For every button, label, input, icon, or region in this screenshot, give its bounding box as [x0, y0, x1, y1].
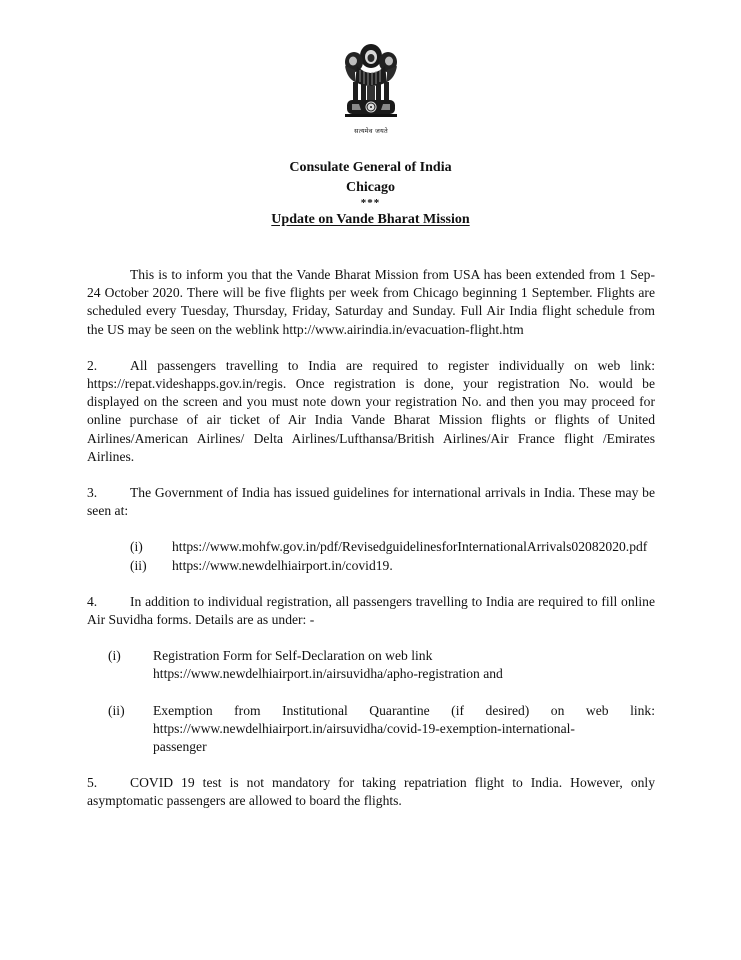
- guidelines-link[interactable]: https://www.mohfw.gov.in/pdf/RevisedguidelinesforInternationalArrivals02082020.pdf: [172, 539, 648, 555]
- list-item: [87, 557, 655, 575]
- paragraph-text: In addition to individual registration, all passengers travelling to India are required to fill online Air Suvidha forms. Details are as under: -: [87, 593, 655, 628]
- list-item: [87, 647, 655, 683]
- air-suvidha-form-list: [87, 647, 655, 756]
- exemption-link-continued[interactable]: passenger: [153, 739, 207, 755]
- guidelines-link-list: [87, 538, 655, 574]
- organization-name: Consulate General of India: [289, 160, 452, 175]
- paragraph-text: The Government of India has issued guidelines for international arrivals in India. These may be seen at:: [87, 485, 655, 519]
- paragraph-3: [87, 484, 655, 520]
- list-item-text: Registration Form for Self-Declaration on web link: [153, 648, 433, 664]
- paragraph-1: This is to inform you that the Vande Bharat Mission from USA has been extended from 1 Sep-24 October 2020. There will be five flights per week from Chicago beginning 1 September. Flights are scheduled every Tuesday, Thursday, Friday, Saturday and Sunday. Full Air India flight schedule from the US may be seen on the weblink http://www.airindia.in/evacuation-flight.htm: [87, 267, 655, 337]
- list-item-text: Exemption from Institutional Quarantine (if desired) on web link:: [153, 702, 655, 718]
- paragraph-number: 4.: [87, 593, 98, 609]
- paragraph-text: All passengers travelling to India are required to register individually on web link: https://repat.videshapps.gov.in/regis. Once registration is done, your registration No. would be displayed on the screen and you must note down your registration No. and then you may proceed for online purchase of air ticket of Air India Vande Bharat Mission flights or flights of United Airlines/American Airlines/ Delta Airlines/Lufthansa/British Airlines/Air France flight /Emirates Airlines.: [87, 357, 655, 464]
- paragraph-number: 3.: [87, 485, 98, 501]
- list-marker: (ii): [130, 557, 147, 573]
- ashoka-emblem-icon: [333, 40, 409, 140]
- paragraph-text: COVID 19 test is not mandatory for taking repatriation flight to India. However, only asymptomatic passengers are allowed to board the flights.: [87, 775, 655, 809]
- registration-link[interactable]: https://www.newdelhiairport.in/airsuvidha/apho-registration and: [153, 666, 503, 682]
- guidelines-link[interactable]: https://www.newdelhiairport.in/covid19.: [172, 557, 393, 573]
- document-title: Update on Vande Bharat Mission: [271, 212, 470, 227]
- paragraph-number: 2.: [87, 357, 98, 373]
- paragraph-4: [87, 593, 655, 629]
- paragraph-5: [87, 774, 655, 810]
- emblem-motto: सत्यमेव जयते: [354, 127, 388, 135]
- paragraph-2: [87, 357, 655, 466]
- list-marker: (i): [130, 539, 143, 555]
- letterhead: [0, 158, 741, 230]
- separator: ***: [360, 197, 381, 209]
- list-marker: (i): [108, 648, 121, 664]
- list-marker: (ii): [108, 702, 125, 718]
- paragraph-number: 5.: [87, 775, 98, 791]
- list-item: [87, 702, 655, 757]
- city-name: Chicago: [346, 179, 395, 195]
- exemption-link[interactable]: https://www.newdelhiairport.in/airsuvidha/covid-19-exemption-international-: [153, 720, 575, 736]
- list-item: [87, 538, 655, 556]
- document-body: [87, 266, 655, 811]
